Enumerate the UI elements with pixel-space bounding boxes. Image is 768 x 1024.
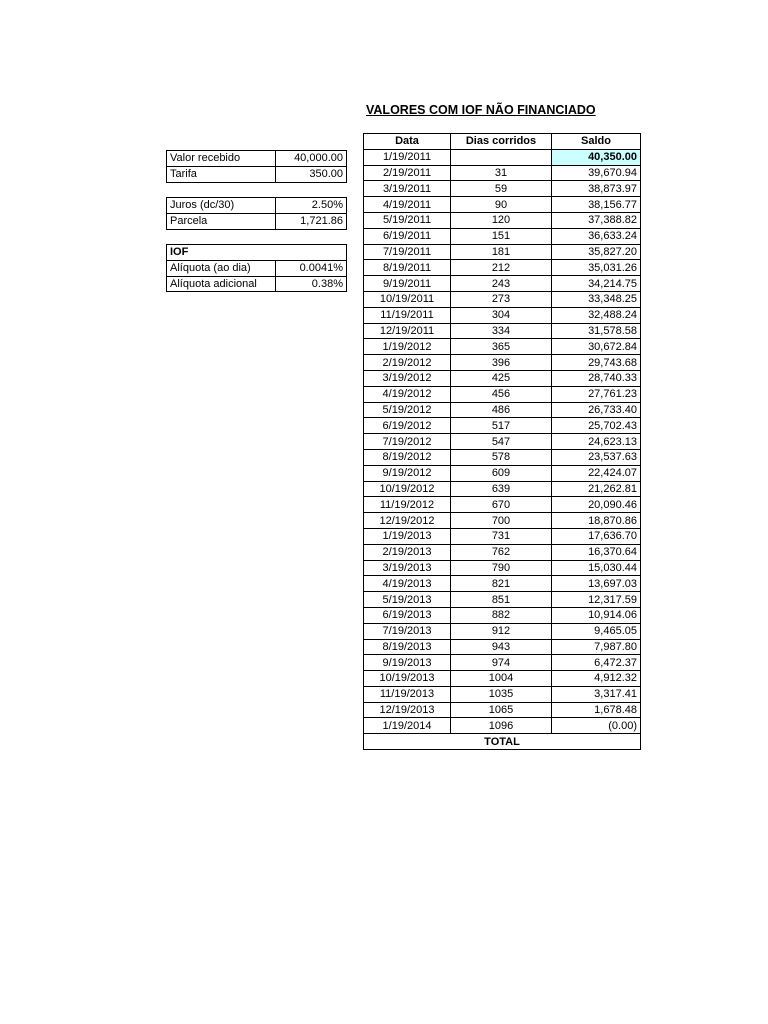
cell-dias: 425	[451, 370, 552, 386]
cell-date: 3/19/2011	[364, 181, 451, 197]
table-row	[364, 165, 641, 181]
cell-date: 8/19/2012	[364, 449, 451, 465]
iof-table	[166, 244, 347, 292]
total-label: TOTAL	[364, 734, 641, 750]
cell-dias: 1065	[451, 702, 552, 718]
cell-dias: 31	[451, 165, 552, 181]
row-label: Juros (dc/30)	[167, 198, 276, 214]
table-row	[364, 655, 641, 671]
cell-saldo: 9,465.05	[552, 623, 641, 639]
cell-saldo: (0.00)	[552, 718, 641, 734]
cell-dias: 1096	[451, 718, 552, 734]
cell-saldo: 23,537.63	[552, 449, 641, 465]
cell-dias: 334	[451, 323, 552, 339]
table-row	[364, 671, 641, 687]
cell-dias: 851	[451, 592, 552, 608]
cell-dias: 1035	[451, 686, 552, 702]
table-row	[167, 198, 347, 214]
cell-saldo: 31,578.58	[552, 323, 641, 339]
column-header-saldo: Saldo	[552, 134, 641, 150]
cell-date: 12/19/2011	[364, 323, 451, 339]
cell-saldo: 4,912.32	[552, 671, 641, 687]
cell-dias: 670	[451, 497, 552, 513]
schedule-table	[363, 133, 641, 750]
cell-saldo: 1,678.48	[552, 702, 641, 718]
cell-date: 5/19/2012	[364, 402, 451, 418]
table-row	[364, 449, 641, 465]
column-header-data: Data	[364, 134, 451, 150]
row-label: Valor recebido	[167, 151, 276, 167]
row-value: 0.0041%	[276, 260, 347, 276]
table-row	[167, 213, 347, 229]
cell-date: 11/19/2012	[364, 497, 451, 513]
table-row	[364, 528, 641, 544]
cell-date: 5/19/2013	[364, 592, 451, 608]
cell-date: 9/19/2011	[364, 276, 451, 292]
page-title: VALORES COM IOF NÃO FINANCIADO	[366, 103, 596, 117]
cell-saldo: 12,317.59	[552, 592, 641, 608]
row-label: Parcela	[167, 213, 276, 229]
table-row	[364, 434, 641, 450]
cell-date: 12/19/2012	[364, 513, 451, 529]
cell-dias: 120	[451, 212, 552, 228]
cell-dias: 762	[451, 544, 552, 560]
table-row	[364, 212, 641, 228]
cell-saldo: 25,702.43	[552, 418, 641, 434]
cell-saldo: 38,156.77	[552, 197, 641, 213]
cell-saldo: 28,740.33	[552, 370, 641, 386]
cell-saldo: 15,030.44	[552, 560, 641, 576]
cell-dias: 181	[451, 244, 552, 260]
cell-saldo: 33,348.25	[552, 291, 641, 307]
table-row	[364, 260, 641, 276]
cell-saldo: 24,623.13	[552, 434, 641, 450]
cell-saldo: 10,914.06	[552, 607, 641, 623]
cell-dias: 1004	[451, 671, 552, 687]
cell-dias: 212	[451, 260, 552, 276]
juros-parcela-table	[166, 197, 347, 230]
iof-header: IOF	[167, 245, 347, 261]
row-value: 350.00	[276, 166, 347, 182]
cell-date: 1/19/2011	[364, 149, 451, 165]
cell-saldo: 37,388.82	[552, 212, 641, 228]
column-header-dias: Dias corridos	[451, 134, 552, 150]
cell-date: 4/19/2012	[364, 386, 451, 402]
table-header-row	[364, 134, 641, 150]
cell-dias: 700	[451, 513, 552, 529]
cell-date: 8/19/2011	[364, 260, 451, 276]
cell-saldo: 16,370.64	[552, 544, 641, 560]
cell-date: 6/19/2011	[364, 228, 451, 244]
table-row	[364, 560, 641, 576]
cell-dias: 365	[451, 339, 552, 355]
table-row	[364, 718, 641, 734]
row-value: 2.50%	[276, 198, 347, 214]
table-row	[364, 228, 641, 244]
valor-tarifa-table	[166, 150, 347, 183]
table-row	[364, 276, 641, 292]
table-row	[167, 245, 347, 261]
row-value: 1,721.86	[276, 213, 347, 229]
cell-dias: 243	[451, 276, 552, 292]
table-row	[364, 639, 641, 655]
row-value: 0.38%	[276, 276, 347, 292]
cell-dias: 578	[451, 449, 552, 465]
cell-date: 11/19/2013	[364, 686, 451, 702]
cell-date: 9/19/2013	[364, 655, 451, 671]
table-row	[364, 402, 641, 418]
cell-saldo: 3,317.41	[552, 686, 641, 702]
table-row	[364, 418, 641, 434]
cell-dias: 943	[451, 639, 552, 655]
cell-date: 2/19/2012	[364, 355, 451, 371]
table-row	[364, 544, 641, 560]
cell-date: 12/19/2013	[364, 702, 451, 718]
cell-saldo: 40,350.00	[552, 149, 641, 165]
table-row	[364, 576, 641, 592]
cell-date: 6/19/2013	[364, 607, 451, 623]
table-row	[364, 513, 641, 529]
table-row	[364, 355, 641, 371]
cell-saldo: 26,733.40	[552, 402, 641, 418]
cell-date: 10/19/2012	[364, 481, 451, 497]
cell-dias: 912	[451, 623, 552, 639]
cell-dias: 731	[451, 528, 552, 544]
table-row	[364, 307, 641, 323]
cell-dias: 273	[451, 291, 552, 307]
cell-date: 7/19/2011	[364, 244, 451, 260]
cell-saldo: 13,697.03	[552, 576, 641, 592]
cell-date: 10/19/2013	[364, 671, 451, 687]
cell-date: 7/19/2012	[364, 434, 451, 450]
table-row	[167, 151, 347, 167]
cell-date: 10/19/2011	[364, 291, 451, 307]
table-row	[364, 702, 641, 718]
table-row	[364, 481, 641, 497]
cell-saldo: 30,672.84	[552, 339, 641, 355]
cell-dias: 790	[451, 560, 552, 576]
cell-dias: 517	[451, 418, 552, 434]
table-row	[364, 386, 641, 402]
row-label: Alíquota adicional	[167, 276, 276, 292]
cell-saldo: 27,761.23	[552, 386, 641, 402]
cell-dias: 486	[451, 402, 552, 418]
row-label: Tarifa	[167, 166, 276, 182]
cell-saldo: 38,873.97	[552, 181, 641, 197]
cell-date: 11/19/2011	[364, 307, 451, 323]
cell-saldo: 36,633.24	[552, 228, 641, 244]
cell-date: 6/19/2012	[364, 418, 451, 434]
cell-dias: 151	[451, 228, 552, 244]
cell-date: 1/19/2014	[364, 718, 451, 734]
cell-saldo: 17,636.70	[552, 528, 641, 544]
cell-saldo: 18,870.86	[552, 513, 641, 529]
cell-date: 3/19/2013	[364, 560, 451, 576]
cell-saldo: 32,488.24	[552, 307, 641, 323]
cell-saldo: 35,031.26	[552, 260, 641, 276]
cell-saldo: 21,262.81	[552, 481, 641, 497]
cell-date: 1/19/2013	[364, 528, 451, 544]
table-row	[364, 291, 641, 307]
cell-dias: 882	[451, 607, 552, 623]
total-row	[364, 734, 641, 750]
cell-date: 4/19/2011	[364, 197, 451, 213]
cell-dias: 609	[451, 465, 552, 481]
cell-date: 1/19/2012	[364, 339, 451, 355]
table-row	[364, 623, 641, 639]
cell-date: 2/19/2013	[364, 544, 451, 560]
cell-date: 2/19/2011	[364, 165, 451, 181]
cell-dias	[451, 149, 552, 165]
cell-saldo: 20,090.46	[552, 497, 641, 513]
table-row	[364, 339, 641, 355]
table-row	[364, 181, 641, 197]
cell-date: 4/19/2013	[364, 576, 451, 592]
cell-dias: 821	[451, 576, 552, 592]
table-row	[364, 197, 641, 213]
cell-saldo: 35,827.20	[552, 244, 641, 260]
table-row	[364, 607, 641, 623]
table-row	[167, 276, 347, 292]
cell-date: 3/19/2012	[364, 370, 451, 386]
table-row	[364, 149, 641, 165]
cell-saldo: 39,670.94	[552, 165, 641, 181]
cell-saldo: 7,987.80	[552, 639, 641, 655]
table-row	[364, 465, 641, 481]
cell-dias: 59	[451, 181, 552, 197]
cell-dias: 974	[451, 655, 552, 671]
table-row	[364, 686, 641, 702]
cell-saldo: 6,472.37	[552, 655, 641, 671]
cell-dias: 547	[451, 434, 552, 450]
table-row	[364, 323, 641, 339]
row-label: Alíquota (ao dia)	[167, 260, 276, 276]
cell-date: 8/19/2013	[364, 639, 451, 655]
cell-dias: 639	[451, 481, 552, 497]
cell-date: 5/19/2011	[364, 212, 451, 228]
cell-date: 7/19/2013	[364, 623, 451, 639]
row-value: 40,000.00	[276, 151, 347, 167]
cell-dias: 304	[451, 307, 552, 323]
table-row	[167, 260, 347, 276]
table-row	[364, 244, 641, 260]
cell-dias: 456	[451, 386, 552, 402]
cell-saldo: 29,743.68	[552, 355, 641, 371]
table-row	[167, 166, 347, 182]
cell-date: 9/19/2012	[364, 465, 451, 481]
table-row	[364, 497, 641, 513]
table-row	[364, 370, 641, 386]
cell-dias: 90	[451, 197, 552, 213]
table-row	[364, 592, 641, 608]
cell-dias: 396	[451, 355, 552, 371]
cell-saldo: 22,424.07	[552, 465, 641, 481]
cell-saldo: 34,214.75	[552, 276, 641, 292]
